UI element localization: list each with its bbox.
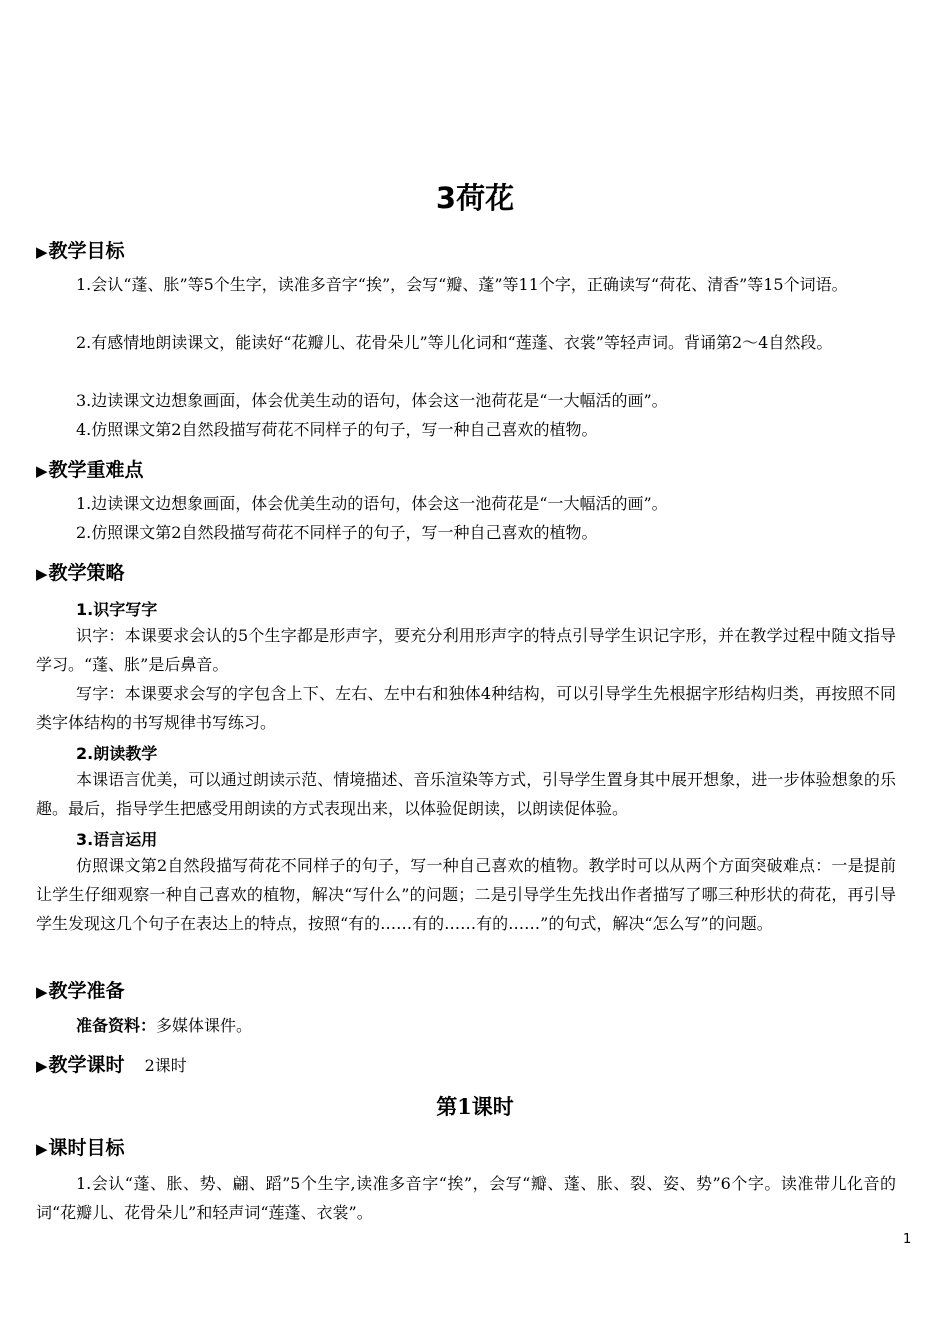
strategy-reading-paragraph: 本课语言优美，可以通过朗读示范、情境描述、音乐渲染等方式，引导学生置身其中展开想象，进一步体验想象的乐趣。最后，指导学生把感受用朗读的方式表现出来，以体验促朗读，以朗读促体验。: [36, 770, 896, 818]
preparation-label: 准备资料：: [76, 1016, 157, 1035]
key-point-item-2: 2.仿照课文第2自然段描写荷花不同样子的句子，写一种自己喜欢的植物。: [76, 523, 598, 542]
triangle-bullet-icon: ▶: [36, 1057, 48, 1075]
triangle-bullet-icon: ▶: [36, 462, 48, 480]
strategy-literacy-paragraph-2: 写字：本课要求会写的字包含上下、左右、左中右和独体4种结构，可以引导学生先根据字形结构归类，再按照不同类字体结构的书写规律书写练习。: [36, 684, 896, 732]
preparation-line: [36, 1011, 896, 1040]
lesson-title: 第1课时: [436, 1094, 514, 1119]
section-heading-lesson-goals: ▶课时目标: [36, 1137, 125, 1159]
section-heading-key-points: ▶教学重难点: [36, 459, 144, 481]
section-heading-goals: ▶教学目标: [36, 240, 125, 262]
page-title: 3荷花: [435, 181, 515, 215]
strategy-subheading-literacy: 1.识字写字: [76, 600, 158, 619]
strategy-subheading-language: 3.语言运用: [76, 830, 158, 849]
section-heading-strategy: ▶教学策略: [36, 562, 125, 584]
lesson-goal-item-1: 1.会认“蓬、胀、势、翩、蹈”5个生字,读准多音字“挨”，会写“瓣、蓬、胀、裂、姿、势”6个字。读准带儿化音的词“花瓣儿、花骨朵儿”和轻声词“莲蓬、衣裳”。: [36, 1174, 896, 1222]
section-heading-hours: ▶教学课时 2课时: [36, 1054, 187, 1076]
hours-value: 2课时: [144, 1056, 187, 1075]
triangle-bullet-icon: ▶: [36, 565, 48, 583]
goal-item-3: 3.边读课文边想象画面，体会优美生动的语句，体会这一池荷花是“一大幅活的画”。: [76, 391, 668, 410]
triangle-bullet-icon: ▶: [36, 1140, 48, 1158]
goal-item-2: 2.有感情地朗读课文，能读好“花瓣儿、花骨朵儿”等儿化词和“莲蓬、衣裳”等轻声词。背诵第2～4自然段。: [76, 333, 833, 352]
preparation-value: 多媒体课件。: [156, 1016, 253, 1035]
section-heading-preparation: ▶教学准备: [36, 980, 125, 1002]
goal-item-1: 1.会认“蓬、胀”等5个生字，读准多音字“挨”，会写“瓣、蓬”等11个字，正确读写“荷花、清香”等15个词语。: [76, 275, 848, 294]
strategy-subheading-reading: 2.朗读教学: [76, 744, 158, 763]
triangle-bullet-icon: ▶: [36, 983, 48, 1001]
triangle-bullet-icon: ▶: [36, 243, 48, 261]
goal-item-4: 4.仿照课文第2自然段描写荷花不同样子的句子，写一种自己喜欢的植物。: [76, 420, 598, 439]
key-point-item-1: 1.边读课文边想象画面，体会优美生动的语句，体会这一池荷花是“一大幅活的画”。: [76, 494, 668, 513]
strategy-literacy-paragraph-1: 识字：本课要求会认的5个生字都是形声字，要充分利用形声字的特点引导学生识记字形，并在教学过程中随文指导学习。“蓬、胀”是后鼻音。: [36, 626, 896, 674]
page-number: 1: [903, 1232, 912, 1247]
strategy-language-paragraph: 仿照课文第2自然段描写荷花不同样子的句子，写一种自己喜欢的植物。教学时可以从两个方面突破难点：一是提前让学生仔细观察一种自己喜欢的植物，解决“写什么”的问题；二是引导学生先找出作者描写了哪三种形状的荷花，再引导学生发现这几个句子在表达上的特点，按照“有的……有的……有的……”的句式，解决“怎么写”的问题。: [36, 856, 896, 933]
